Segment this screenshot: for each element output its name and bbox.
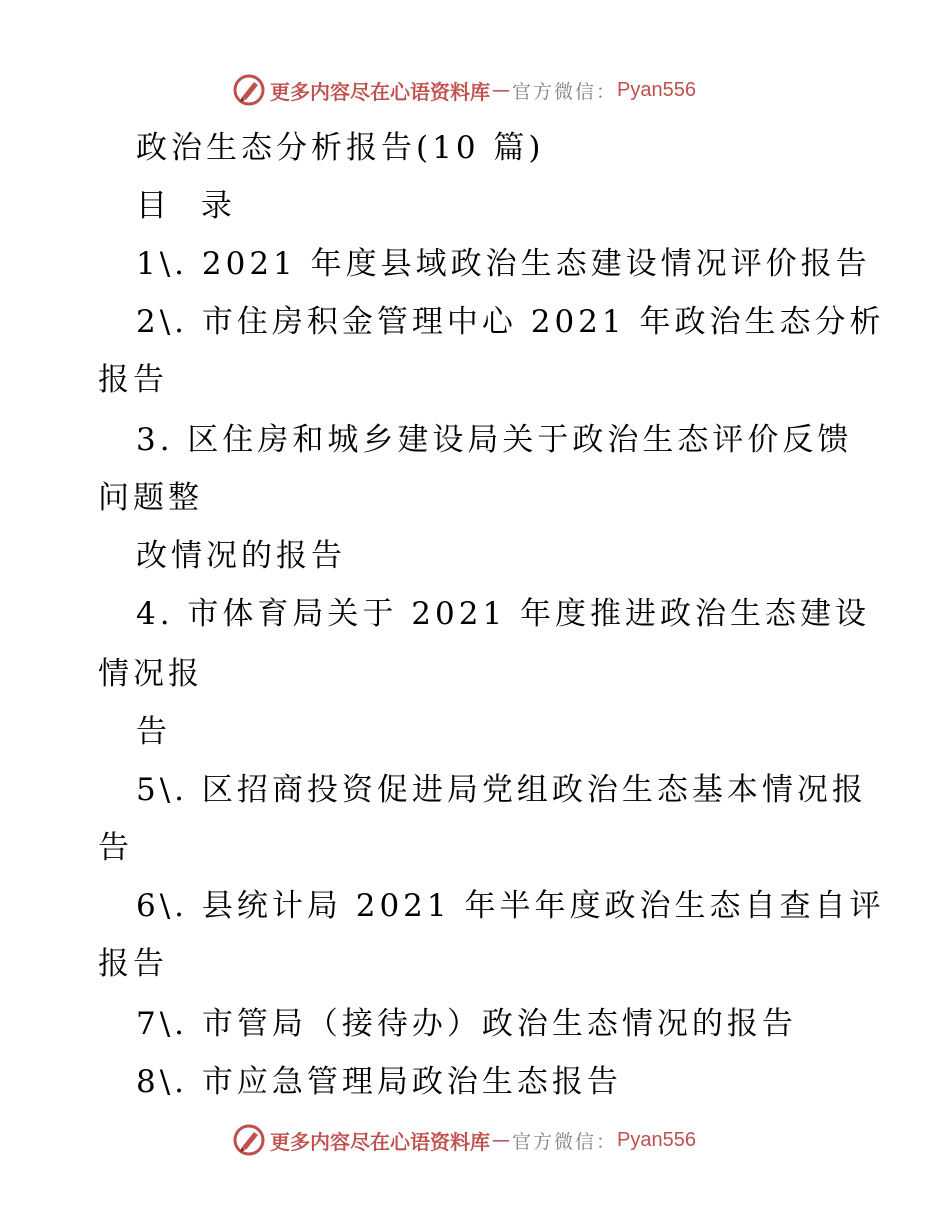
watermark-handle: Pyan556 <box>617 1128 696 1151</box>
toc-item-3-cont: 问题整 <box>98 480 203 516</box>
document-title: 政治生态分析报告(10 篇) <box>136 130 545 166</box>
watermark-banner-bottom <box>232 1122 696 1158</box>
toc-item-3: 3. 区住房和城乡建设局关于政治生态评价反馈 <box>136 422 853 458</box>
toc-item-7: 7\. 市管局（接待办）政治生态情况的报告 <box>136 1006 797 1042</box>
toc-item-5: 5\. 区招商投资促进局党组政治生态基本情况报 <box>136 772 867 808</box>
watermark-dash: — <box>492 79 510 101</box>
toc-item-3-cont2: 改情况的报告 <box>136 538 346 574</box>
watermark-dash: — <box>492 1129 510 1151</box>
watermark-brand: 更多内容尽在心语资料库 <box>270 79 490 104</box>
toc-item-6-cont: 报告 <box>98 946 168 982</box>
toc-item-5-cont: 告 <box>98 830 133 866</box>
pen-seal-icon <box>232 1123 266 1157</box>
watermark-handle: Pyan556 <box>617 78 696 101</box>
watermark-official: 官方微信： <box>512 1130 618 1153</box>
toc-item-2: 2\. 市住房积金管理中心 2021 年政治生态分析 <box>136 304 885 340</box>
pen-seal-icon <box>232 73 266 107</box>
watermark-official: 官方微信： <box>512 80 618 103</box>
watermark-brand: 更多内容尽在心语资料库 <box>270 1129 490 1154</box>
toc-item-1: 1\. 2021 年度县域政治生态建设情况评价报告 <box>136 246 871 282</box>
toc-item-4-cont2: 告 <box>136 714 171 750</box>
watermark-banner-top <box>232 72 696 108</box>
toc-item-6: 6\. 县统计局 2021 年半年度政治生态自查自评 <box>136 888 885 924</box>
toc-item-4-cont: 情况报 <box>98 656 203 692</box>
toc-item-4: 4. 市体育局关于 2021 年度推进政治生态建设 <box>136 596 871 632</box>
toc-item-2-cont: 报告 <box>98 362 168 398</box>
toc-heading: 目 录 <box>136 188 244 224</box>
toc-item-8: 8\. 市应急管理局政治生态报告 <box>136 1064 622 1100</box>
